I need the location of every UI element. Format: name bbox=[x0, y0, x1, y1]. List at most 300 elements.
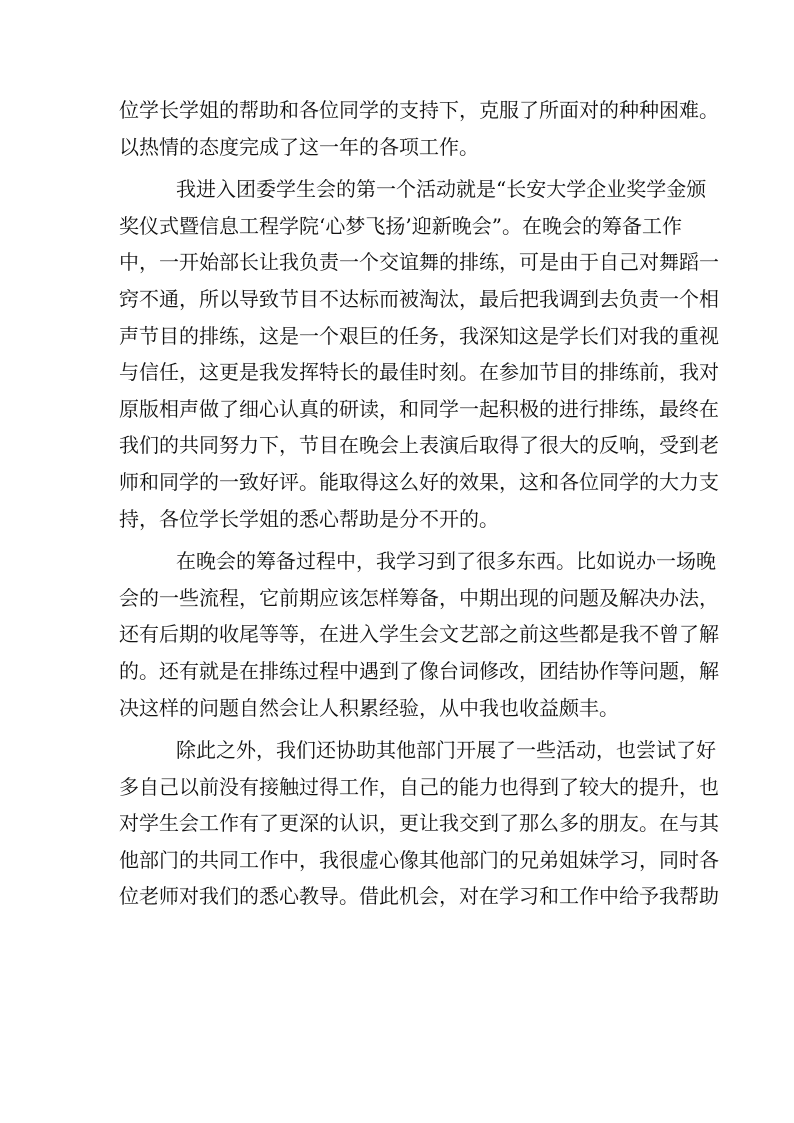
line-char: 会 bbox=[379, 433, 399, 458]
line-char: ， bbox=[459, 98, 479, 122]
line-char: 此 bbox=[196, 738, 216, 763]
line-char: 尾 bbox=[239, 622, 259, 647]
line-char: 力 bbox=[239, 433, 259, 458]
line-char: 后 bbox=[459, 433, 479, 458]
line-char: 。 bbox=[699, 98, 719, 122]
line-char: 和 bbox=[399, 396, 419, 421]
line-char: 知 bbox=[499, 323, 519, 348]
line-char: 工 bbox=[199, 811, 219, 836]
line-char: 力 bbox=[479, 774, 499, 799]
line-char: 在 bbox=[239, 658, 259, 683]
line-char: 受 bbox=[659, 433, 679, 458]
line-char: 在 bbox=[521, 213, 542, 238]
line-char: ， bbox=[439, 323, 459, 348]
line-char: 真 bbox=[299, 396, 319, 421]
text-line bbox=[119, 732, 716, 769]
line-char: 提 bbox=[639, 774, 659, 799]
line-char: 。 bbox=[299, 469, 319, 494]
line-char: 没 bbox=[219, 774, 239, 799]
line-char: ， bbox=[379, 811, 399, 836]
line-char: 了 bbox=[519, 433, 539, 458]
line-char: 过 bbox=[299, 658, 319, 683]
line-char: 我 bbox=[276, 738, 296, 763]
line-char: ， bbox=[499, 469, 519, 494]
line-char: 的 bbox=[319, 811, 339, 836]
line-char: 好 bbox=[259, 469, 279, 494]
line-char: 进 bbox=[559, 396, 579, 421]
line-char: 部 bbox=[416, 738, 436, 763]
line-char: 比 bbox=[576, 549, 596, 574]
line-char: 西 bbox=[536, 549, 556, 574]
line-char: 己 bbox=[159, 774, 179, 799]
line-char: 最 bbox=[659, 396, 679, 421]
line-char: 一 bbox=[159, 250, 179, 275]
text-line bbox=[119, 427, 719, 464]
line-char: 办 bbox=[659, 585, 679, 610]
line-char: 晚 bbox=[451, 213, 472, 238]
line-char: 学 bbox=[559, 323, 579, 348]
line-char: 务 bbox=[419, 323, 439, 348]
line-char: 些 bbox=[179, 585, 199, 610]
line-char: 是 bbox=[279, 323, 299, 348]
line-text: 决这样的问题自然会让人积累经验，从中我也收益颇丰。 bbox=[119, 695, 619, 720]
line-char: 很 bbox=[476, 549, 496, 574]
line-char: 会 bbox=[471, 213, 492, 238]
line-char: 的 bbox=[539, 585, 559, 610]
line-char: 以 bbox=[179, 774, 199, 799]
line-char: 的 bbox=[619, 774, 639, 799]
line-char: 巨 bbox=[359, 323, 379, 348]
line-char: 也 bbox=[616, 738, 636, 763]
line-char: 备 bbox=[276, 549, 296, 574]
line-char: 由 bbox=[559, 250, 579, 275]
line-char: 艺 bbox=[459, 622, 479, 647]
line-char: 认 bbox=[339, 811, 359, 836]
line-char: 我 bbox=[459, 323, 479, 348]
line-char: 很 bbox=[339, 847, 359, 872]
line-char: 收 bbox=[219, 622, 239, 647]
line-char: 一 bbox=[159, 585, 179, 610]
line-char: 所 bbox=[539, 98, 559, 122]
line-char: 一 bbox=[299, 323, 319, 348]
line-char: 学 bbox=[439, 396, 459, 421]
line-char: 刻 bbox=[439, 360, 459, 385]
line-char: 安 bbox=[526, 177, 547, 202]
line-char: 不 bbox=[139, 286, 159, 311]
line-char: 我 bbox=[639, 323, 659, 348]
line-char: 自 bbox=[139, 774, 159, 799]
text-line bbox=[119, 354, 719, 391]
line-char: 己 bbox=[419, 774, 439, 799]
line-char: 能 bbox=[459, 774, 479, 799]
line-char: 等 bbox=[259, 622, 279, 647]
line-char: 服 bbox=[499, 98, 519, 122]
line-char: ， bbox=[256, 738, 276, 763]
line-char: 下 bbox=[439, 98, 459, 122]
line-char: 梦 bbox=[345, 213, 366, 238]
line-char: ， bbox=[356, 549, 376, 574]
line-char: 得 bbox=[319, 774, 339, 799]
line-char: 除 bbox=[176, 738, 196, 763]
line-char: 识 bbox=[359, 811, 379, 836]
line-char: 姐 bbox=[199, 98, 219, 122]
line-char: 练 bbox=[619, 396, 639, 421]
line-char: ， bbox=[679, 774, 699, 799]
line-char: 师 bbox=[159, 884, 179, 909]
line-char: 大 bbox=[659, 469, 679, 494]
line-char: 节 bbox=[299, 433, 319, 458]
line-char: 进 bbox=[339, 622, 359, 647]
line-char: 们 bbox=[139, 433, 159, 458]
line-char: 接 bbox=[259, 774, 279, 799]
line-char: 学 bbox=[359, 98, 379, 122]
line-char: 了 bbox=[499, 811, 519, 836]
line-char: 大 bbox=[559, 433, 579, 458]
line-char: 试 bbox=[656, 738, 676, 763]
line-char: 习 bbox=[519, 884, 539, 909]
line-char: 问 bbox=[639, 658, 659, 683]
line-char: 协 bbox=[336, 738, 356, 763]
line-char: 心 bbox=[259, 396, 279, 421]
line-char: 了 bbox=[559, 774, 579, 799]
line-char: 的 bbox=[639, 469, 659, 494]
line-char: 有 bbox=[239, 774, 259, 799]
line-char: 习 bbox=[619, 847, 639, 872]
line-char: 练 bbox=[279, 658, 299, 683]
text-line bbox=[119, 244, 719, 281]
line-char: 位 bbox=[119, 884, 139, 909]
line-char: 予 bbox=[639, 884, 659, 909]
line-char: 会 bbox=[216, 549, 236, 574]
line-char: 的 bbox=[159, 433, 179, 458]
line-char: 学 bbox=[379, 622, 399, 647]
line-char: 不 bbox=[639, 622, 659, 647]
line-char: 位 bbox=[319, 98, 339, 122]
line-char: 积 bbox=[499, 396, 519, 421]
line-char: 而 bbox=[379, 286, 399, 311]
line-char: 工 bbox=[239, 213, 259, 238]
line-char: 得 bbox=[359, 469, 379, 494]
line-char: 佳 bbox=[399, 360, 419, 385]
line-char: 晚 bbox=[541, 213, 562, 238]
line-char: 新 bbox=[431, 213, 452, 238]
line-char: 最 bbox=[479, 286, 499, 311]
text-line bbox=[119, 769, 719, 806]
line-char: 负 bbox=[619, 286, 639, 311]
line-char: 动 bbox=[576, 738, 596, 763]
line-char: 期 bbox=[299, 585, 319, 610]
line-char: 此 bbox=[379, 884, 399, 909]
line-char: 程 bbox=[316, 549, 336, 574]
line-char: 排 bbox=[459, 250, 479, 275]
line-char: 种 bbox=[619, 98, 639, 122]
line-char: 友 bbox=[619, 811, 639, 836]
line-char: 的 bbox=[579, 433, 599, 458]
line-char: 外 bbox=[236, 738, 256, 763]
line-char: 部 bbox=[219, 250, 239, 275]
line-char: 有 bbox=[139, 622, 159, 647]
line-char: 排 bbox=[259, 658, 279, 683]
line-char: ， bbox=[179, 360, 199, 385]
text-line bbox=[119, 842, 719, 879]
line-char: 和 bbox=[539, 469, 559, 494]
line-char: 奖 bbox=[626, 177, 647, 202]
line-char: ” bbox=[491, 213, 502, 238]
line-char: 负 bbox=[299, 250, 319, 275]
line-char: 共 bbox=[199, 847, 219, 872]
line-char: 我 bbox=[376, 549, 396, 574]
line-char: 他 bbox=[439, 847, 459, 872]
line-char: 达 bbox=[339, 286, 359, 311]
line-char: 信 bbox=[139, 360, 159, 385]
line-char: 一 bbox=[659, 286, 679, 311]
line-char: 的 bbox=[581, 213, 602, 238]
line-char: 会 bbox=[561, 213, 582, 238]
line-char: 学 bbox=[139, 98, 159, 122]
line-char: 东 bbox=[516, 549, 536, 574]
line-char: 汰 bbox=[439, 286, 459, 311]
line-char: 备 bbox=[621, 213, 642, 238]
line-char: 学 bbox=[599, 847, 619, 872]
line-char: 标 bbox=[359, 286, 379, 311]
line-char: 责 bbox=[639, 286, 659, 311]
line-char: 取 bbox=[339, 469, 359, 494]
line-char: 部 bbox=[139, 847, 159, 872]
line-char: 出 bbox=[499, 585, 519, 610]
line-char: 排 bbox=[599, 360, 619, 385]
line-char: 多 bbox=[559, 811, 579, 836]
line-char: 文 bbox=[439, 622, 459, 647]
line-char: 门 bbox=[479, 847, 499, 872]
line-char: 老 bbox=[139, 884, 159, 909]
line-char: 自 bbox=[599, 250, 619, 275]
line-char: 还 bbox=[119, 622, 139, 647]
text-line bbox=[119, 501, 675, 538]
line-char: 淘 bbox=[419, 286, 439, 311]
line-char: 的 bbox=[579, 811, 599, 836]
line-char: 读 bbox=[359, 396, 379, 421]
line-char: 部 bbox=[459, 847, 479, 872]
line-char: 自 bbox=[399, 774, 419, 799]
line-text: 持，各位学长学姐的悉心帮助是分不开的。 bbox=[119, 506, 499, 531]
line-char: 上 bbox=[399, 433, 419, 458]
line-char: 改 bbox=[499, 658, 519, 683]
line-char: 在 bbox=[176, 549, 196, 574]
line-char: 支 bbox=[399, 98, 419, 122]
text-line bbox=[119, 580, 719, 617]
line-char: 机 bbox=[399, 884, 419, 909]
line-char: 学 bbox=[139, 811, 159, 836]
line-char: 师 bbox=[119, 469, 139, 494]
line-char: 说 bbox=[616, 549, 636, 574]
line-char: 会 bbox=[316, 177, 336, 202]
line-char: ， bbox=[139, 250, 159, 275]
line-char: 中 bbox=[119, 250, 139, 275]
text-line bbox=[119, 805, 719, 842]
line-char: 就 bbox=[199, 658, 219, 683]
line-char: 助 bbox=[259, 98, 279, 122]
line-char: ， bbox=[699, 585, 719, 610]
line-char: ， bbox=[239, 323, 259, 348]
line-char: 以 bbox=[219, 286, 239, 311]
line-char: 调 bbox=[559, 286, 579, 311]
line-char: 个 bbox=[359, 250, 379, 275]
line-char: 不 bbox=[319, 286, 339, 311]
line-char: 练 bbox=[619, 360, 639, 385]
line-char: 的 bbox=[336, 177, 356, 202]
line-char: 致 bbox=[259, 286, 279, 311]
line-char: ， bbox=[439, 884, 459, 909]
line-char: 帮 bbox=[679, 884, 699, 909]
line-char: 效 bbox=[459, 469, 479, 494]
line-char: 的 bbox=[319, 396, 339, 421]
line-char: 这 bbox=[259, 323, 279, 348]
text-line bbox=[119, 92, 719, 129]
line-char: ， bbox=[379, 774, 399, 799]
line-text: 以热情的态度完成了这一年的各项工作。 bbox=[119, 134, 479, 159]
line-char: 大 bbox=[546, 177, 567, 202]
line-char: 对 bbox=[699, 360, 719, 385]
line-char: 我 bbox=[119, 433, 139, 458]
line-char: 这 bbox=[379, 469, 399, 494]
line-char: 节 bbox=[539, 360, 559, 385]
line-char: 我 bbox=[619, 622, 639, 647]
line-char: 像 bbox=[399, 847, 419, 872]
line-char: 像 bbox=[419, 658, 439, 683]
line-char: 这 bbox=[519, 469, 539, 494]
line-char: 对 bbox=[179, 884, 199, 909]
line-char: 我 bbox=[659, 884, 679, 909]
line-char: 心 bbox=[325, 213, 346, 238]
text-line bbox=[119, 171, 707, 208]
line-char: 到 bbox=[539, 774, 559, 799]
line-char: 节 bbox=[139, 323, 159, 348]
line-char: 极 bbox=[519, 396, 539, 421]
line-char: 些 bbox=[536, 738, 556, 763]
line-char: 筹 bbox=[399, 585, 419, 610]
line-char: 对 bbox=[579, 98, 599, 122]
line-char: 深 bbox=[479, 323, 499, 348]
line-char: 的 bbox=[659, 323, 679, 348]
line-char: 晚 bbox=[359, 433, 379, 458]
line-char: 与 bbox=[119, 360, 139, 385]
line-char: 个 bbox=[319, 323, 339, 348]
line-char: 该 bbox=[339, 585, 359, 610]
line-char: ， bbox=[239, 585, 259, 610]
line-char: 工 bbox=[641, 213, 662, 238]
line-char: 一 bbox=[699, 250, 719, 275]
line-char: 长 bbox=[239, 250, 259, 275]
line-char: 节 bbox=[279, 286, 299, 311]
line-char: 一 bbox=[516, 738, 536, 763]
line-char: 目 bbox=[159, 323, 179, 348]
line-char: 响 bbox=[619, 433, 639, 458]
line-char: 可 bbox=[519, 250, 539, 275]
line-char: 协 bbox=[579, 658, 599, 683]
line-char: 取 bbox=[479, 433, 499, 458]
line-char: 院 bbox=[299, 213, 319, 238]
line-char: 等 bbox=[279, 622, 299, 647]
line-char: 艰 bbox=[339, 323, 359, 348]
line-char: 练 bbox=[219, 323, 239, 348]
line-char: 和 bbox=[539, 884, 559, 909]
line-char: 同 bbox=[419, 396, 439, 421]
line-char: 我 bbox=[679, 360, 699, 385]
line-char: 中 bbox=[339, 658, 359, 683]
line-char: 很 bbox=[539, 433, 559, 458]
line-char: 其 bbox=[699, 811, 719, 836]
line-char: 一 bbox=[459, 396, 479, 421]
line-char: 了 bbox=[399, 658, 419, 683]
line-char: 目 bbox=[559, 360, 579, 385]
line-char: 应 bbox=[319, 585, 339, 610]
line-char: 一 bbox=[219, 469, 239, 494]
line-char: 门 bbox=[159, 847, 179, 872]
line-char: 学 bbox=[499, 884, 519, 909]
line-char: 。 bbox=[459, 360, 479, 385]
text-line bbox=[119, 318, 719, 355]
line-char: 更 bbox=[399, 811, 419, 836]
line-char: 中 bbox=[459, 585, 479, 610]
line-char: ， bbox=[639, 847, 659, 872]
line-char: 做 bbox=[199, 396, 219, 421]
line-char: 目 bbox=[299, 286, 319, 311]
line-char: 的 bbox=[379, 98, 399, 122]
line-char: 导 bbox=[319, 884, 339, 909]
line-char: 到 bbox=[679, 433, 699, 458]
line-char: 好 bbox=[419, 469, 439, 494]
line-char: 的 bbox=[499, 847, 519, 872]
line-char: 们 bbox=[219, 884, 239, 909]
line-char: ， bbox=[596, 738, 616, 763]
line-char: 我 bbox=[439, 811, 459, 836]
line-char: 行 bbox=[579, 396, 599, 421]
line-char: 们 bbox=[296, 738, 316, 763]
line-char: 作 bbox=[219, 811, 239, 836]
line-char: 与 bbox=[679, 811, 699, 836]
text-line bbox=[119, 878, 719, 915]
line-char: 认 bbox=[279, 396, 299, 421]
line-char: 样 bbox=[379, 585, 399, 610]
line-char: 习 bbox=[416, 549, 436, 574]
line-char: 大 bbox=[599, 774, 619, 799]
line-char: 得 bbox=[499, 433, 519, 458]
line-char: 了 bbox=[676, 738, 696, 763]
line-char: 企 bbox=[586, 177, 607, 202]
line-char: 都 bbox=[579, 622, 599, 647]
line-char: 声 bbox=[179, 396, 199, 421]
line-char: 同 bbox=[339, 98, 359, 122]
line-char: ， bbox=[459, 286, 479, 311]
line-char: 信 bbox=[199, 213, 219, 238]
line-char: 尝 bbox=[636, 738, 656, 763]
text-line bbox=[119, 129, 675, 166]
line-char: 己 bbox=[619, 250, 639, 275]
line-char: ， bbox=[659, 360, 679, 385]
text-line bbox=[119, 616, 719, 653]
line-char: 飞 bbox=[365, 213, 386, 238]
line-char: 学 bbox=[619, 469, 639, 494]
text-line bbox=[119, 690, 675, 727]
line-char: 蹈 bbox=[679, 250, 699, 275]
line-char: 迎 bbox=[411, 213, 432, 238]
line-char: 难 bbox=[679, 98, 699, 122]
line-char: 一 bbox=[376, 177, 396, 202]
line-char: 表 bbox=[419, 433, 439, 458]
line-char: 也 bbox=[499, 774, 519, 799]
line-char: 么 bbox=[399, 469, 419, 494]
line-char: 遇 bbox=[359, 658, 379, 683]
